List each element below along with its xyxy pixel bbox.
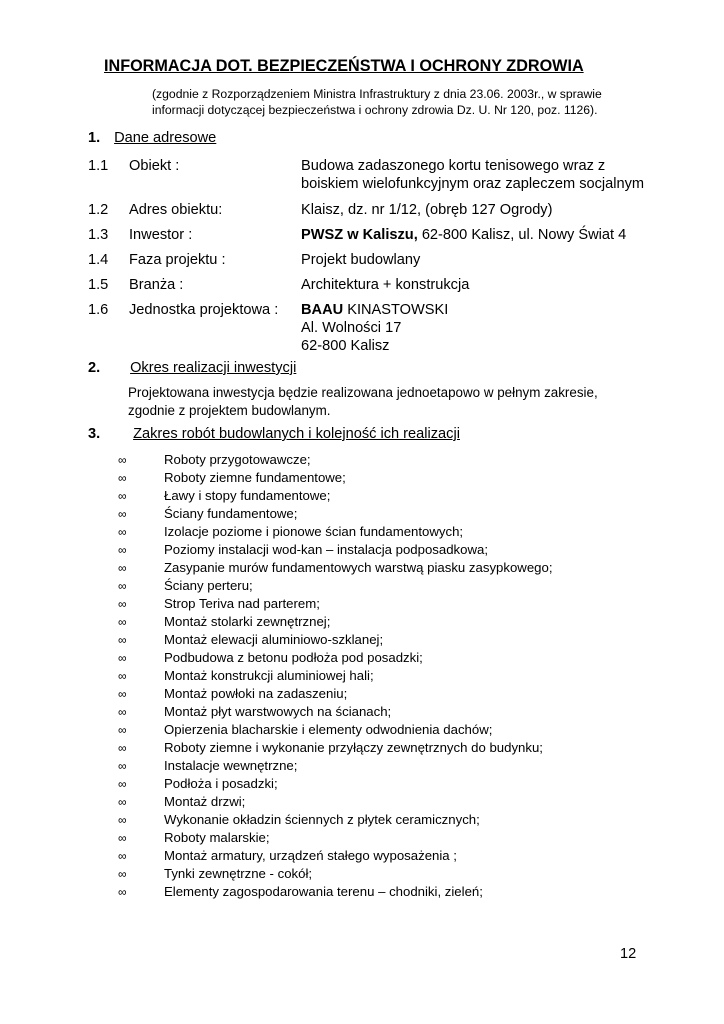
list-item-text: Montaż stolarki zewnętrznej; [164, 614, 331, 629]
bullet-icon: ∞ [118, 795, 127, 809]
list-item-text: Montaż armatury, urządzeń stałego wyposażenia ; [164, 848, 457, 863]
row-value-line: boiskiem wielofunkcyjnym oraz zapleczem socjalnym [301, 176, 645, 192]
list-item-text: Elementy zagospodarowania terenu – chodniki, zieleń; [164, 884, 483, 899]
section-3-number: 3. [88, 426, 101, 442]
list-item-text: Montaż elewacji aluminiowo-szklanej; [164, 632, 384, 647]
list-item-text: Poziomy instalacji wod-kan – instalacja podposadkowa; [164, 542, 489, 557]
bullet-icon: ∞ [118, 885, 127, 899]
row-number: 1.4 [88, 252, 109, 268]
row-value-line [301, 301, 681, 319]
company-name-rest: KINASTOWSKI [343, 302, 449, 318]
bullet-icon: ∞ [118, 633, 127, 647]
list-item-text: Montaż konstrukcji aluminiowej hali; [164, 668, 374, 683]
row-value [301, 226, 681, 244]
row-value-line: Klaisz, dz. nr 1/12, (obręb 127 Ogrody) [301, 202, 553, 218]
bullet-icon: ∞ [118, 561, 127, 575]
section-2-heading [88, 360, 296, 376]
list-item-text: Ściany perteru; [164, 578, 253, 593]
section-1-title: Dane adresowe [114, 130, 217, 146]
bullet-icon: ∞ [118, 723, 127, 737]
row-value [301, 276, 681, 294]
list-item-text: Opierzenia blacharskie i elementy odwodnienia dachów; [164, 722, 493, 737]
investor-name: PWSZ w Kaliszu, [301, 227, 418, 243]
row-value-line [301, 226, 681, 244]
row-value [301, 157, 681, 193]
bullet-icon: ∞ [118, 651, 127, 665]
row-label: Adres obiektu: [129, 202, 223, 218]
section-2-text: Projektowana inwestycja będzie realizowana jednoetapowo w pełnym zakresie, zgodnie z projektem budowlanym. [128, 385, 598, 418]
list-item-text: Roboty ziemne i wykonanie przyłączy zewnętrznych do budynku; [164, 740, 543, 755]
row-number: 1.2 [88, 202, 109, 218]
row-number: 1.6 [88, 302, 109, 318]
bullet-icon: ∞ [118, 507, 127, 521]
bullet-icon: ∞ [118, 597, 127, 611]
list-item-text: Zasypanie murów fundamentowych warstwą piasku zasypkowego; [164, 560, 553, 575]
bullet-icon: ∞ [118, 759, 127, 773]
row-number: 1.1 [88, 158, 109, 174]
section-1-number: 1. [88, 130, 101, 146]
row-value-line: Projekt budowlany [301, 252, 421, 268]
section-3-title: Zakres robót budowlanych i kolejność ich realizacji [133, 426, 460, 442]
bullet-icon: ∞ [118, 831, 127, 845]
bullet-icon: ∞ [118, 867, 127, 881]
row-value [301, 251, 681, 269]
bullet-icon: ∞ [118, 579, 127, 593]
list-item-text: Montaż płyt warstwowych na ścianach; [164, 704, 392, 719]
bullet-icon: ∞ [118, 471, 127, 485]
bullet-icon: ∞ [118, 615, 127, 629]
row-label: Inwestor : [129, 227, 193, 243]
bullet-icon: ∞ [118, 453, 127, 467]
row-value-line: Architektura + konstrukcja [301, 277, 470, 293]
bullet-icon: ∞ [118, 669, 127, 683]
bullet-icon: ∞ [118, 525, 127, 539]
list-item-text: Montaż powłoki na zadaszeniu; [164, 686, 348, 701]
bullet-icon: ∞ [118, 489, 127, 503]
row-value-line: Budowa zadaszonego kortu tenisowego wraz z [301, 158, 606, 174]
row-number: 1.5 [88, 277, 109, 293]
row-label: Branża : [129, 277, 184, 293]
bullet-icon: ∞ [118, 543, 127, 557]
section-3-heading [88, 426, 460, 442]
list-item-text: Strop Teriva nad parterem; [164, 596, 320, 611]
section-2-title: Okres realizacji inwestycji [130, 360, 297, 376]
list-item-text: Instalacje wewnętrzne; [164, 758, 298, 773]
bullet-icon: ∞ [118, 813, 127, 827]
row-label: Jednostka projektowa : [129, 302, 279, 318]
list-item-text: Roboty malarskie; [164, 830, 270, 845]
page-number: 12 [620, 946, 637, 962]
bullet-icon: ∞ [118, 777, 127, 791]
row-value-line: Al. Wolności 17 [301, 320, 402, 336]
list-item-text: Podbudowa z betonu podłoża pod posadzki; [164, 650, 423, 665]
list-item-text: Ławy i stopy fundamentowe; [164, 488, 331, 503]
section-2-number: 2. [88, 360, 101, 376]
row-label: Faza projektu : [129, 252, 226, 268]
section-1-heading [88, 130, 216, 146]
row-label: Obiekt : [129, 158, 180, 174]
document-title: INFORMACJA DOT. BEZPIECZEŃSTWA I OCHRONY ZDROWIA [104, 57, 584, 75]
bullet-icon: ∞ [118, 849, 127, 863]
list-item-text: Tynki zewnętrzne - cokół; [164, 866, 313, 881]
row-value [301, 201, 681, 219]
document-subtitle: (zgodnie z Rozporządzeniem Ministra Infrastruktury z dnia 23.06. 2003r., w sprawie informacji dotyczącej bezpieczeństwa i ochrony zdrowia Dz. U. Nr 120, poz. 1126). [152, 87, 602, 117]
list-item-text: Ściany fundamentowe; [164, 506, 298, 521]
bullet-icon: ∞ [118, 741, 127, 755]
company-name: BAAU [301, 302, 344, 318]
row-value [301, 301, 681, 355]
bullet-icon: ∞ [118, 687, 127, 701]
list-item-text: Podłoża i posadzki; [164, 776, 278, 791]
list-item-text: Izolacje poziome i pionowe ścian fundamentowych; [164, 524, 464, 539]
list-item-text: Roboty ziemne fundamentowe; [164, 470, 346, 485]
list-item-text: Montaż drzwi; [164, 794, 246, 809]
row-number: 1.3 [88, 227, 109, 243]
investor-address: 62-800 Kalisz, ul. Nowy Świat 4 [417, 227, 627, 243]
list-item-text: Wykonanie okładzin ściennych z płytek ceramicznych; [164, 812, 480, 827]
list-item-text: Roboty przygotowawcze; [164, 452, 311, 467]
row-value-line: 62-800 Kalisz [301, 338, 390, 354]
bullet-icon: ∞ [118, 705, 127, 719]
